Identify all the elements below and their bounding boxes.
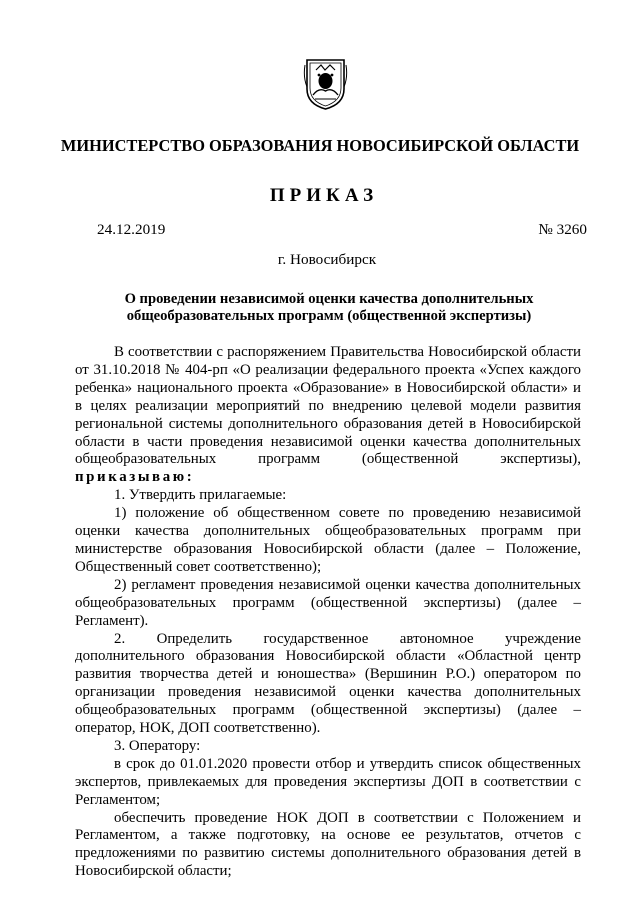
preamble-paragraph: [75, 344, 581, 487]
preamble-text: В соответствии с распоряжением Правительства Новосибирской области от 31.10.2018 № 404-рп «О реализации федерального проекта «Успех каждого ребенка» национального проекта «Образование» в Новосибирской области» и в целях реализации мероприятий по внедрению целевой модели развития региональной системы дополнительного образования детей в Новосибирской области в части проведения независимой оценки качества дополнительных общеобразовательных программ (общественной экспертизы),: [75, 344, 581, 468]
item-1: 1. Утвердить прилагаемые:: [114, 487, 287, 504]
item-3-2: обеспечить проведение НОК ДОП в соответствии с Положением и Регламентом, а также подготовку, на основе ее результатов, отчетов с предложениями по развитию системы дополнительного образования детей в Новосибирской области;: [75, 809, 581, 880]
item-1-1: 1) положение об общественном совете по проведению независимой оценки качества дополнительных общеобразовательных программ при министерстве образования Новосибирской области (далее – Положение, Общественный совет соответственно);: [75, 505, 581, 575]
document-date: 24.12.2019: [97, 221, 166, 238]
subject-line-2: общеобразовательных программ (общественной экспертизы): [126, 308, 532, 324]
document-body: [75, 344, 581, 881]
ministry-name: МИНИСТЕРСТВО ОБРАЗОВАНИЯ НОВОСИБИРСКОЙ ОБЛАСТИ: [60, 136, 580, 155]
subject-line-1: О проведении независимой оценки качества дополнительных: [124, 291, 534, 307]
item-3-1: в срок до 01.01.2020 провести отбор и утвердить список общественных экспертов, привлекаемых для проведения экспертизы ДОП в соответствии с Регламентом;: [75, 755, 581, 808]
document-subject: [100, 291, 558, 325]
item-1-2: 2) регламент проведения независимой оценки качества дополнительных общеобразовательных программ (общественной экспертизы) (далее – Регламент).: [75, 576, 581, 629]
document-city: г. Новосибирск: [277, 251, 377, 268]
order-word: приказываю:: [75, 469, 195, 486]
document-type-title: ПРИКАЗ: [269, 185, 379, 206]
document-number: № 3260: [538, 221, 587, 238]
item-3: 3. Оператору:: [114, 737, 201, 754]
coat-of-arms-icon: [303, 57, 348, 111]
item-2: 2. Определить государственное автономное учреждение дополнительного образования Новосибирской области «Областной центр развития творчества детей и юношества» (Вершинин Р.О.) оператором по организации проведения независимой оценки качества дополнительных общеобразовательных программ (общественной экспертизы) (далее – оператор, НОК, ДОП соответственно).: [75, 630, 581, 737]
